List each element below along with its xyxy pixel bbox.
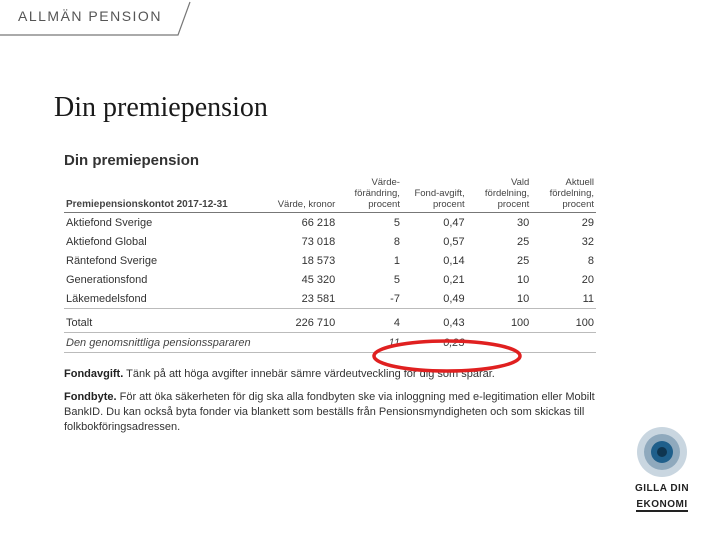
row-value — [531, 333, 596, 353]
header-label: ALLMÄN PENSION — [18, 8, 162, 24]
row-value: 226 710 — [295, 316, 336, 329]
row-value: 73 018 — [301, 235, 336, 248]
slide-title: Din premiepension — [54, 92, 268, 123]
row-value: 25 — [517, 254, 530, 267]
row-value: 30 — [517, 216, 530, 229]
fund-row — [64, 232, 596, 251]
row-value: 25 — [517, 235, 530, 248]
target-icon — [636, 426, 688, 478]
col-header: Värde-förändring, procent — [337, 177, 402, 213]
note-switch-text: För att öka säkerheten för dig ska alla fondbyten ske via inloggning med e-legitimation eller Mobilt BankID. Du kan också byta fonder via blankett som beställs från Pensionsmyndigheten och som skickas till folkbokföringsadressen. — [64, 391, 595, 433]
row-value: 10 — [467, 289, 532, 309]
row-value: 23 581 — [256, 289, 337, 309]
row-value: 11 — [337, 333, 402, 353]
fund-row — [64, 289, 596, 309]
fund-row — [64, 270, 596, 289]
row-value: 20 — [581, 273, 594, 286]
row-value: 100 — [510, 316, 530, 329]
row-value: 29 — [581, 216, 594, 229]
statement-title: Din premiepension — [64, 152, 200, 169]
row-value: 0,21 — [443, 273, 465, 286]
row-value: 4 — [393, 316, 400, 329]
row-value: 0,57 — [443, 235, 465, 248]
row-value: 18 573 — [301, 254, 336, 267]
fund-table — [64, 177, 596, 353]
fund-row — [64, 213, 596, 233]
row-value: 11 — [531, 289, 596, 309]
row-value: 32 — [581, 235, 594, 248]
note-switch-title: Fondbyte. — [64, 391, 117, 403]
row-value: 45 320 — [301, 273, 336, 286]
row-value: -7 — [337, 289, 402, 309]
row-name: Generationsfond — [66, 273, 148, 286]
row-name: Läkemedelsfond — [64, 289, 256, 309]
row-name: Aktiefond Sverige — [66, 216, 153, 229]
row-value: 66 218 — [301, 216, 336, 229]
fund-row — [64, 251, 596, 270]
logo-line2: EKONOMI — [636, 499, 688, 510]
row-value: 5 — [393, 216, 400, 229]
col-header: Värde, kronor — [256, 177, 337, 213]
row-value: 0,47 — [443, 216, 465, 229]
row-name: Aktiefond Global — [66, 235, 147, 248]
pension-statement — [64, 152, 604, 435]
row-value: 10 — [517, 273, 530, 286]
row-name: Den genomsnittliga pensionsspararen — [64, 333, 256, 353]
col-header: Fond-avgift, procent — [402, 177, 467, 213]
row-value: 0,14 — [443, 254, 465, 267]
highlight-ellipse — [371, 338, 523, 374]
row-value: 8 — [587, 254, 594, 267]
row-value: 100 — [575, 316, 594, 329]
total-row — [64, 309, 596, 333]
row-value: 1 — [393, 254, 400, 267]
col-header: Vald fördelning, procent — [467, 177, 532, 213]
row-value: 8 — [393, 235, 400, 248]
note-fee-title: Fondavgift. — [64, 368, 124, 380]
row-value: 5 — [393, 273, 400, 286]
row-name: Totalt — [66, 316, 93, 329]
header-divider — [0, 0, 200, 40]
row-value — [256, 333, 337, 353]
note-fee — [64, 367, 604, 382]
account-label: Premiepensionskontot 2017-12-31 — [64, 177, 256, 213]
row-value: 0,43 — [443, 316, 465, 329]
note-switch — [64, 390, 604, 435]
row-value: 0,49 — [402, 289, 467, 309]
gilla-din-ekonomi-logo — [634, 426, 690, 512]
row-name: Räntefond Sverige — [66, 254, 158, 267]
col-header: Aktuell fördelning, procent — [531, 177, 596, 213]
row-value: 0,23 — [402, 333, 467, 353]
logo-line1: GILLA DIN — [634, 483, 690, 494]
note-fee-text: Tänk på att höga avgifter innebär sämre värdeutveckling för dig som sparar. — [123, 368, 495, 380]
